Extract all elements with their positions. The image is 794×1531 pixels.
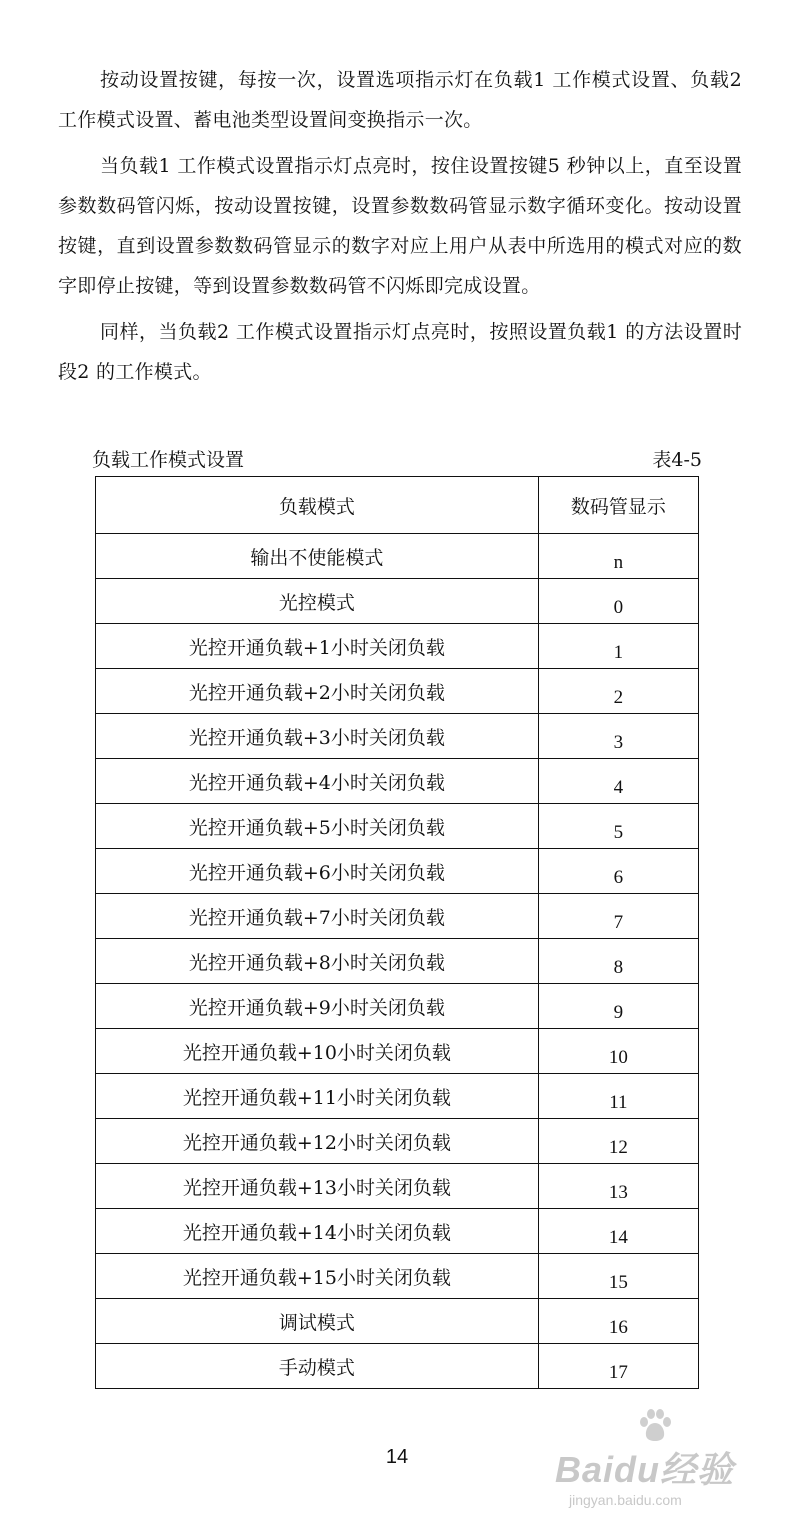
- mode-cell: 光控开通负载+9小时关闭负载: [96, 984, 539, 1029]
- mode-cell: 输出不使能模式: [96, 534, 539, 579]
- code-cell: 12: [538, 1119, 698, 1164]
- mode-cell: 光控开通负载+13小时关闭负载: [96, 1164, 539, 1209]
- load-mode-table: [95, 476, 699, 1389]
- baidu-paw-icon: [635, 1408, 675, 1444]
- table-row: [96, 579, 699, 624]
- code-cell: 5: [538, 804, 698, 849]
- body-text: [58, 60, 742, 400]
- table-row: [96, 714, 699, 759]
- code-cell: 10: [538, 1029, 698, 1074]
- baidu-watermark: [555, 1408, 755, 1508]
- code-cell: 0: [538, 579, 698, 624]
- table-row: [96, 939, 699, 984]
- code-cell: 2: [538, 669, 698, 714]
- table-row: [96, 1119, 699, 1164]
- table-row: [96, 1074, 699, 1119]
- table-row: [96, 1209, 699, 1254]
- table-row: [96, 894, 699, 939]
- mode-cell: 光控开通负载+10小时关闭负载: [96, 1029, 539, 1074]
- table-row: [96, 1164, 699, 1209]
- code-cell: 7: [538, 894, 698, 939]
- code-cell: 15: [538, 1254, 698, 1299]
- code-cell: 11: [538, 1074, 698, 1119]
- table-row: [96, 534, 699, 579]
- mode-cell: 光控开通负载+11小时关闭负载: [96, 1074, 539, 1119]
- table-row: [96, 624, 699, 669]
- table-header-row: [96, 477, 699, 534]
- code-cell: n: [538, 534, 698, 579]
- mode-cell: 手动模式: [96, 1344, 539, 1389]
- mode-cell: 光控模式: [96, 579, 539, 624]
- watermark-brand: Baidu经验: [555, 1449, 735, 1490]
- mode-cell: 光控开通负载+6小时关闭负载: [96, 849, 539, 894]
- mode-cell: 光控开通负载+14小时关闭负载: [96, 1209, 539, 1254]
- table-row: [96, 1254, 699, 1299]
- mode-cell: 调试模式: [96, 1299, 539, 1344]
- code-cell: 16: [538, 1299, 698, 1344]
- header-load-mode: 负载模式: [96, 477, 539, 534]
- table-row: [96, 1299, 699, 1344]
- paragraph-2: 当负载1 工作模式设置指示灯点亮时，按住设置按键5 秒钟以上，直至设置参数数码管闪烁，按动设置按键，设置参数数码管显示数字循环变化。按动设置按键，直到设置参数数码管显示的数字对应上用户从表中所选用的模式对应的数字即停止按键，等到设置参数数码管不闪烁即完成设置。: [58, 155, 742, 297]
- header-display-code: 数码管显示: [538, 477, 698, 534]
- mode-cell: 光控开通负载+12小时关闭负载: [96, 1119, 539, 1164]
- mode-cell: 光控开通负载+7小时关闭负载: [96, 894, 539, 939]
- code-cell: 13: [538, 1164, 698, 1209]
- page-number: 14: [385, 1446, 409, 1468]
- table-row: [96, 759, 699, 804]
- table-caption: 负载工作模式设置: [92, 449, 245, 471]
- mode-cell: 光控开通负载+3小时关闭负载: [96, 714, 539, 759]
- mode-cell: 光控开通负载+15小时关闭负载: [96, 1254, 539, 1299]
- mode-cell: 光控开通负载+1小时关闭负载: [96, 624, 539, 669]
- paragraph-1: 按动设置按键，每按一次，设置选项指示灯在负载1 工作模式设置、负载2 工作模式设置、蓄电池类型设置间变换指示一次。: [58, 69, 742, 131]
- table-number: 表4-5: [652, 449, 702, 471]
- paragraph-3: 同样，当负载2 工作模式设置指示灯点亮时，按照设置负载1 的方法设置时段2 的工作模式。: [58, 321, 742, 383]
- table-row: [96, 984, 699, 1029]
- mode-cell: 光控开通负载+5小时关闭负载: [96, 804, 539, 849]
- watermark-url: jingyan.baidu.com: [569, 1492, 682, 1508]
- code-cell: 17: [538, 1344, 698, 1389]
- mode-cell: 光控开通负载+4小时关闭负载: [96, 759, 539, 804]
- code-cell: 9: [538, 984, 698, 1029]
- code-cell: 8: [538, 939, 698, 984]
- table-row: [96, 849, 699, 894]
- code-cell: 4: [538, 759, 698, 804]
- code-cell: 1: [538, 624, 698, 669]
- table-row: [96, 669, 699, 714]
- table-row: [96, 1029, 699, 1074]
- code-cell: 14: [538, 1209, 698, 1254]
- mode-cell: 光控开通负载+2小时关闭负载: [96, 669, 539, 714]
- table-row: [96, 804, 699, 849]
- mode-cell: 光控开通负载+8小时关闭负载: [96, 939, 539, 984]
- table-row: [96, 1344, 699, 1389]
- code-cell: 6: [538, 849, 698, 894]
- code-cell: 3: [538, 714, 698, 759]
